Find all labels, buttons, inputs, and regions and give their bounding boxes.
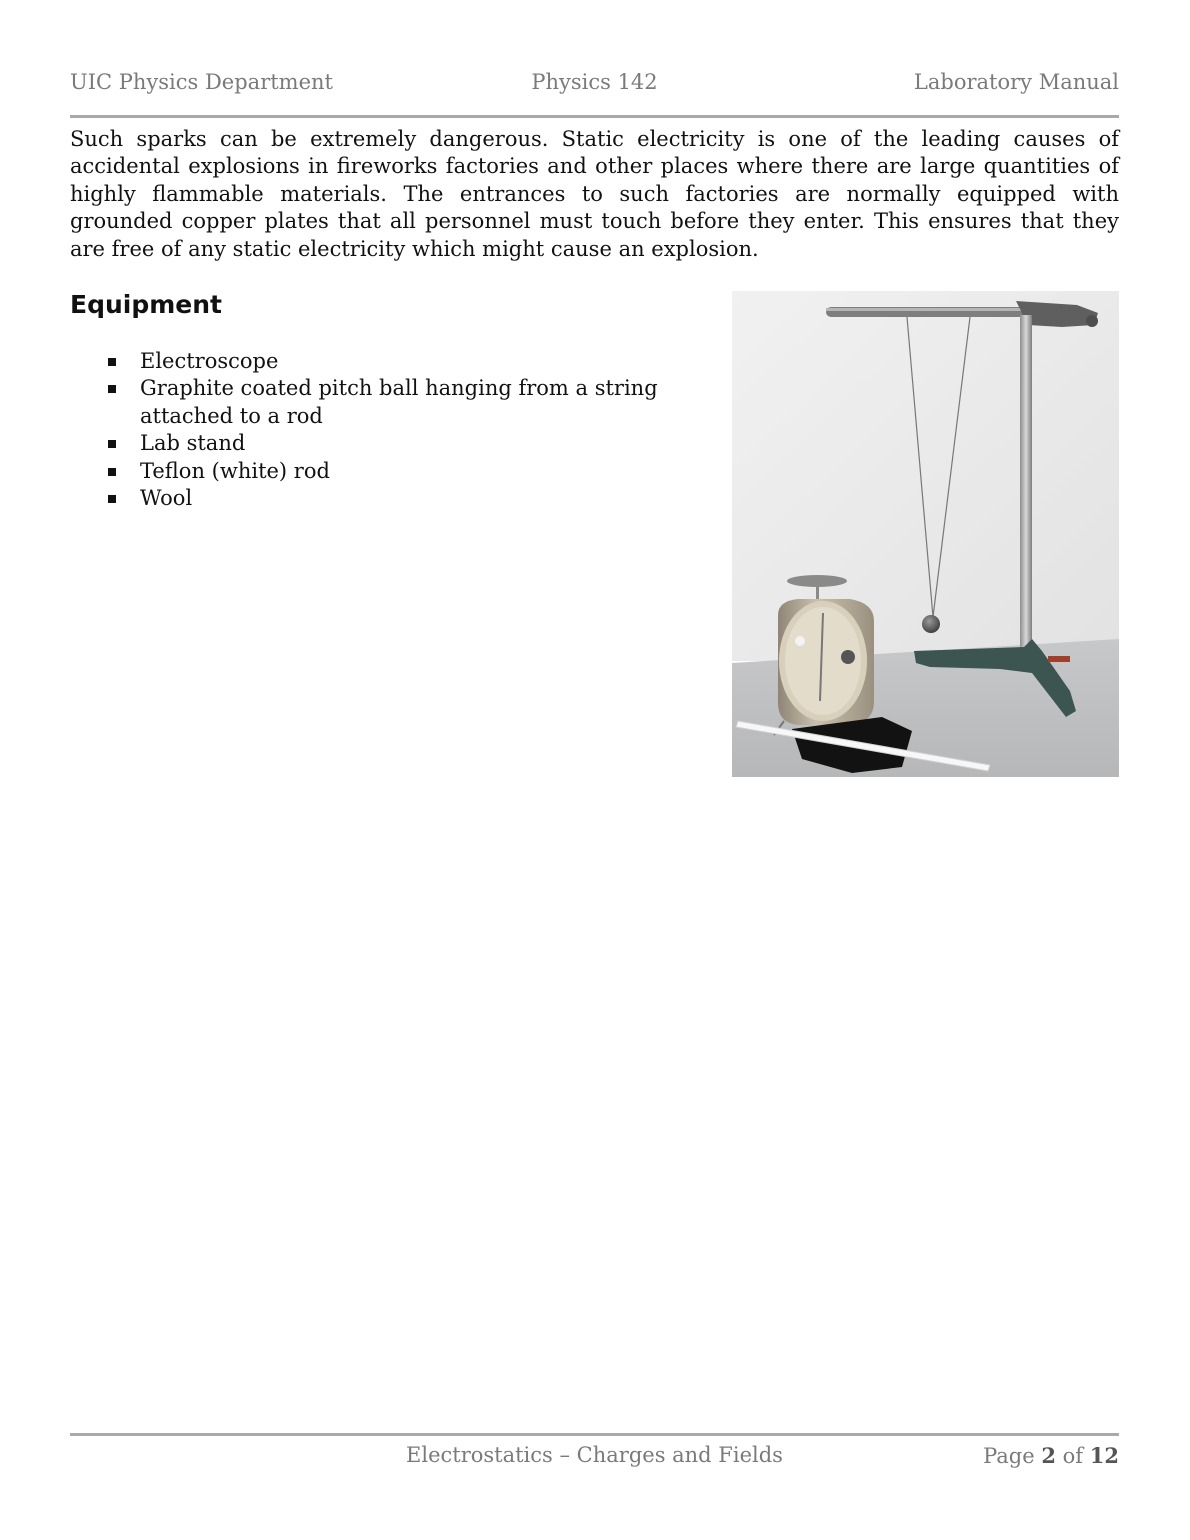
bullet-icon bbox=[108, 440, 116, 448]
footer-divider bbox=[70, 1433, 1119, 1436]
header-divider bbox=[70, 115, 1119, 118]
page-current: 2 bbox=[1041, 1443, 1056, 1468]
equipment-heading: Equipment bbox=[70, 290, 222, 319]
footer-title: Electrostatics – Charges and Fields bbox=[406, 1443, 783, 1467]
list-item bbox=[70, 458, 720, 485]
page-footer bbox=[70, 1443, 1119, 1473]
header-department: UIC Physics Department bbox=[70, 70, 333, 94]
equipment-photo-illustration bbox=[732, 291, 1119, 777]
bullet-icon bbox=[108, 358, 116, 366]
page-prefix: Page bbox=[983, 1444, 1035, 1468]
list-item bbox=[70, 430, 720, 457]
list-item-text: Teflon (white) rod bbox=[140, 458, 330, 483]
list-item-text: Wool bbox=[140, 486, 193, 511]
list-item bbox=[70, 348, 720, 375]
equipment-photo bbox=[732, 291, 1119, 777]
bullet-icon bbox=[108, 385, 116, 393]
list-item-text: Electroscope bbox=[140, 349, 279, 373]
page-header bbox=[70, 70, 1119, 100]
intro-paragraph: Such sparks can be extremely dangerous. Static electricity is one of the leading causes of accidental explosions in fireworks factories and other places where there are large quantities of highly flammable materials. The entrances to such factories are normally equipped with grounded copper plates that all personnel must touch before they enter. This ensures that they are free of any static electricity which might cause an explosion. bbox=[70, 127, 1119, 261]
page-number bbox=[983, 1443, 1119, 1468]
bullet-icon bbox=[108, 495, 116, 503]
list-item-text: Lab stand bbox=[140, 431, 246, 456]
header-course: Physics 142 bbox=[531, 70, 658, 94]
bullet-icon bbox=[108, 468, 116, 476]
page-of: of bbox=[1062, 1444, 1084, 1468]
list-item bbox=[70, 485, 720, 512]
page-total: 12 bbox=[1089, 1443, 1119, 1468]
equipment-list bbox=[70, 348, 720, 512]
list-item-text: Graphite coated pitch ball hanging from a string attached to a rod bbox=[140, 376, 658, 428]
header-manual: Laboratory Manual bbox=[913, 70, 1119, 94]
list-item bbox=[70, 375, 720, 430]
